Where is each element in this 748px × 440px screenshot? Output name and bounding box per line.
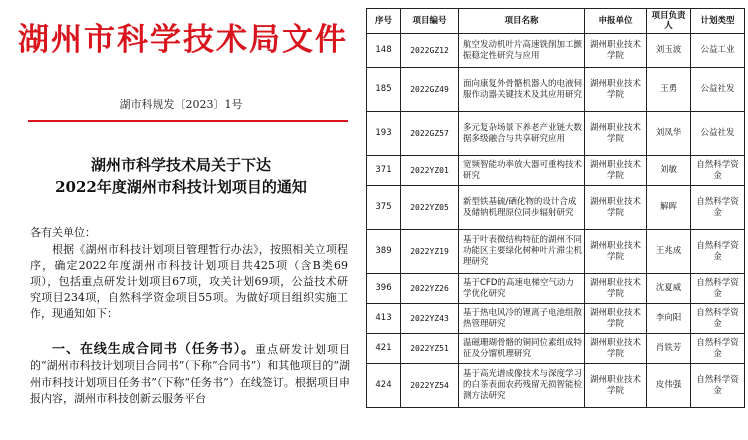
cell-type: 自然科学资金 <box>691 304 745 334</box>
document-title-line-2: 2022年度湖州市科技计划项目的通知 <box>55 178 307 196</box>
cell-code: 2022YZ26 <box>401 274 459 304</box>
table-row <box>367 274 745 304</box>
cell-unit: 湖州职业技术学院 <box>585 364 647 408</box>
table-row <box>367 68 745 112</box>
project-table-panel <box>366 8 744 408</box>
table-row <box>367 304 745 334</box>
cell-type: 公益社发 <box>691 112 745 156</box>
cell-code: 2022YZ51 <box>401 334 459 364</box>
cell-type: 自然科学资金 <box>691 274 745 304</box>
table-row <box>367 364 745 408</box>
table-row <box>367 112 745 156</box>
cell-code: 2022YZ19 <box>401 230 459 274</box>
cell-no: 421 <box>367 334 401 364</box>
cell-unit: 湖州职业技术学院 <box>585 112 647 156</box>
cell-name: 基于叶表微结构特征的湖州不同功能区主要绿化树种叶片滞尘机理研究 <box>459 230 585 274</box>
cell-unit: 湖州职业技术学院 <box>585 34 647 68</box>
cell-leader: 肖铁芳 <box>647 334 691 364</box>
header-name: 项目名称 <box>459 9 585 34</box>
cell-unit: 湖州职业技术学院 <box>585 334 647 364</box>
cell-type: 自然科学资金 <box>691 364 745 408</box>
paragraph-2-block <box>30 342 350 408</box>
cell-leader: 解晖 <box>647 186 691 230</box>
cell-unit: 湖州职业技术学院 <box>585 304 647 334</box>
cell-no: 185 <box>367 68 401 112</box>
document-header-title: 湖州市科学技术局文件 <box>18 22 348 58</box>
table-row <box>367 186 745 230</box>
cell-name: 基于热电风冷的锂离子电池组散热管理研究 <box>459 304 585 334</box>
cell-no: 375 <box>367 186 401 230</box>
cell-type: 公益社发 <box>691 68 745 112</box>
cell-leader: 王勇 <box>647 68 691 112</box>
notice-document <box>0 0 362 440</box>
cell-no: 413 <box>367 304 401 334</box>
cell-leader: 刘敏 <box>647 156 691 186</box>
cell-unit: 湖州职业技术学院 <box>585 186 647 230</box>
cell-no: 389 <box>367 230 401 274</box>
cell-code: 2022YZ01 <box>401 156 459 186</box>
cell-type: 公益工业 <box>691 34 745 68</box>
cell-name: 基于高光谱成像技术与深度学习的白茶表面农药残留无损智能检测方法研究 <box>459 364 585 408</box>
table-row <box>367 334 745 364</box>
header-unit: 申报单位 <box>585 9 647 34</box>
document-title-line-1: 湖州市科学技术局关于下达 <box>90 156 271 174</box>
cell-code: 2022YZ54 <box>401 364 459 408</box>
cell-type: 自然科学资金 <box>691 156 745 186</box>
cell-name: 宽频智能功率放大器可重构技术研究 <box>459 156 585 186</box>
document-number: 湖市科规发〔2023〕1号 <box>119 98 243 111</box>
cell-leader: 皮伟强 <box>647 364 691 408</box>
paragraph-2: 重点研发计划项目的“湖州市科技计划项目合同书”（下称“合同书”）和其他项目的“湖州市科技计划项目任务书”（下称“任务书”）在线签订。根据项目申报内容，湖州市科技创新云服务平台 <box>30 343 350 406</box>
cell-code: 2022YZ43 <box>401 304 459 334</box>
cell-unit: 湖州职业技术学院 <box>585 156 647 186</box>
table-row <box>367 34 745 68</box>
cell-no: 424 <box>367 364 401 408</box>
section-heading-1: 一、在线生成合同书（任务书）。 <box>52 342 256 357</box>
cell-unit: 湖州职业技术学院 <box>585 68 647 112</box>
cell-no: 193 <box>367 112 401 156</box>
cell-code: 2022GZ12 <box>401 34 459 68</box>
header-code: 项目编号 <box>401 9 459 34</box>
cell-no: 148 <box>367 34 401 68</box>
table-row <box>367 230 745 274</box>
cell-name: 新型铁基硫/硒化物的设计合成及储钠机理原位同步辐射研究 <box>459 186 585 230</box>
table-row <box>367 156 745 186</box>
cell-type: 自然科学资金 <box>691 334 745 364</box>
cell-name: 温磁珊瑚骨骼的铜同位素组成特征及分馏机理研究 <box>459 334 585 364</box>
project-table <box>366 8 745 408</box>
red-divider <box>28 120 348 122</box>
cell-name: 航空发动机叶片高速铣削加工颤振稳定性研究与应用 <box>459 34 585 68</box>
cell-unit: 湖州职业技术学院 <box>585 230 647 274</box>
cell-no: 371 <box>367 156 401 186</box>
cell-leader: 李向阳 <box>647 304 691 334</box>
header-no: 序号 <box>367 9 401 34</box>
cell-leader: 刘凤华 <box>647 112 691 156</box>
cell-leader: 沈夏威 <box>647 274 691 304</box>
cell-leader: 王兆成 <box>647 230 691 274</box>
table-header-row <box>367 9 745 34</box>
cell-type: 自然科学资金 <box>691 186 745 230</box>
cell-name: 基于CFD的高速电梯空气动力学优化研究 <box>459 274 585 304</box>
cell-unit: 湖州职业技术学院 <box>585 274 647 304</box>
cell-leader: 刘玉波 <box>647 34 691 68</box>
cell-code: 2022YZ05 <box>401 186 459 230</box>
salutation: 各有关单位： <box>30 226 96 239</box>
cell-code: 2022GZ57 <box>401 112 459 156</box>
paragraph-1: 根据《湖州市科技计划项目管理暂行办法》，按照相关立项程序，确定2022年度湖州市科技计划项目共425项（含B类69项），包括重点研发计划项目67项，攻关计划69项，公益技术研究项目234项，自然科学资金项目55项。为做好项目组织实施工作，现通知如下： <box>30 243 348 320</box>
cell-code: 2022GZ49 <box>401 68 459 112</box>
header-leader: 项目负责人 <box>647 9 691 34</box>
cell-name: 多元复杂场景下养老产业链大数据多级融合与共享研究应用 <box>459 112 585 156</box>
cell-no: 396 <box>367 274 401 304</box>
cell-name: 面向康复外骨骼机器人的电液伺服作动器关键技术及其应用研究 <box>459 68 585 112</box>
cell-type: 自然科学资金 <box>691 230 745 274</box>
header-type: 计划类型 <box>691 9 745 34</box>
